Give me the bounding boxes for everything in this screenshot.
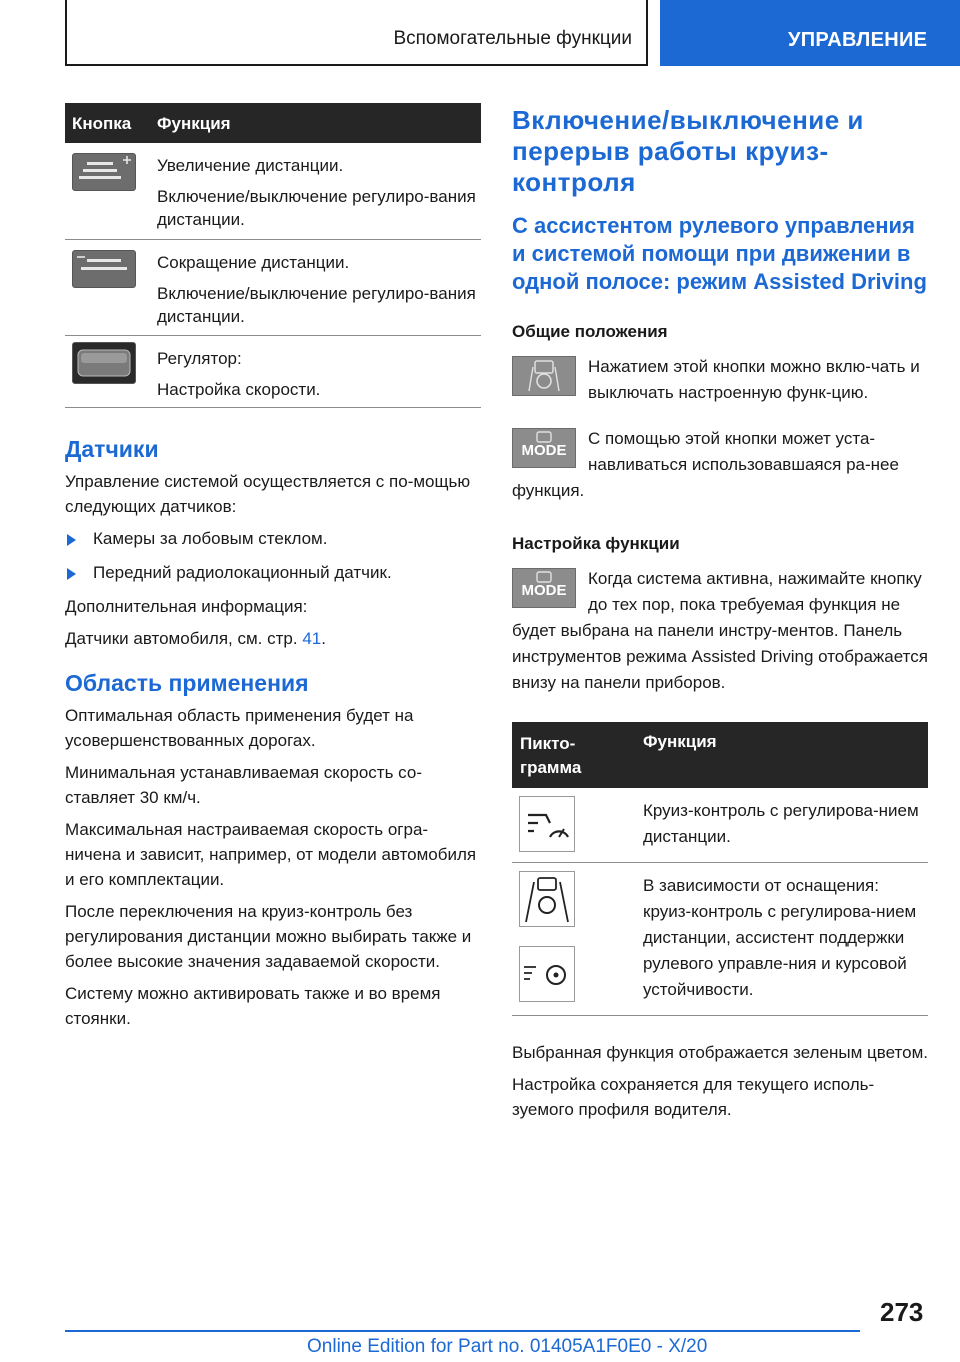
sensors-reference: Датчики автомобиля, см. стр. 41. [65,629,326,648]
scope-p1: Оптимальная область применения будет на усовершенствованных дорогах. [65,706,414,750]
list-item: Камеры за лобовым стеклом. [65,526,481,551]
col-function-header: Функция [643,732,717,751]
general-paragraph-2: MODE С помощью этой кнопки может уста-навливаться использовавшаяся ра-нее функция. [512,429,899,500]
distance-decrease-icon [72,250,136,288]
header-chapter-box [660,0,960,66]
table-row [65,336,481,408]
row3-line1: Регулятор: [157,349,242,368]
scope-p3: Максимальная настраиваемая скорость огра-ничена и зависит, например, от модели автомобиля и его комплектации. [65,820,477,889]
row1-line2: Включение/выключение регулиро-вания дистанции. [157,187,476,229]
row-steering-text: В зависимости от оснащения: круиз-контроль с регулирова-нием дистанции, ассистент поддержки рулевого управле-ния и курсовой устойчивости. [643,876,917,999]
col-button-header: Кнопка [72,114,132,133]
scope-p2: Минимальная устанавливаемая скорость со-ставляет 30 км/ч. [65,763,422,807]
row2-line1: Сокращение дистанции. [157,253,350,272]
row2-line2: Включение/выключение регулиро-вания дистанции. [157,284,476,326]
header-section-box [65,0,648,66]
scope-heading: Область применения [65,670,309,696]
rocker-switch-icon [72,342,136,384]
assist-button-icon [512,356,576,396]
table-row [65,240,481,336]
right-column [512,103,928,1129]
setup-heading: Настройка функции [512,534,680,553]
row3-line2: Настройка скорости. [157,380,321,399]
general-paragraph-1: Нажатием этой кнопки можно вклю-чать и выключать настроенную функ-цию. [512,354,928,406]
header-section-title: Вспомогательные функции [393,28,632,49]
page-reference-link[interactable]: 41 [302,629,322,648]
footer-divider [65,1330,860,1332]
mode-button-icon [512,568,576,608]
bullet-triangle-icon [67,568,76,580]
acc-pictogram-icon [519,796,575,852]
sensors-heading: Датчики [65,436,159,462]
col-picto-header: Пикто-грамма [520,734,582,777]
lane-assist-pictogram-icon [519,946,575,1002]
scope-p4: После переключения на круиз-контроль без регулирования дистанции можно выбирать также и более высокие значения задаваемой скорости. [65,902,472,971]
header-chapter-title: УПРАВЛЕНИЕ [788,29,928,51]
mode-label: MODE [521,442,567,459]
left-column [65,103,481,1038]
after-paragraph-2: Настройка сохраняется для текущего исполь-зуемого профиля водителя. [512,1075,875,1119]
mode-label: MODE [521,582,567,599]
distance-increase-icon [72,153,136,191]
table-row [65,143,481,240]
button-table-header [65,103,481,143]
row-acc-text: Круиз-контроль с регулирова-нием дистанции. [643,801,919,846]
sensors-intro: Управление системой осуществляется с по-мощью следующих датчиков: [65,472,471,516]
section-heading: Включение/выключение и перерыв работы круиз-контроля [512,105,864,197]
mode-button-icon [512,428,576,468]
subsection-heading: С ассистентом рулевого управления и системой помощи при движении в одной полосе: режим Assisted Driving [512,213,927,294]
pictogram-table-header [512,722,928,788]
scope-p5: Систему можно активировать также и во время стоянки. [65,984,441,1028]
row1-line1: Увеличение дистанции. [157,156,344,175]
list-item: Передний радиолокационный датчик. [65,560,481,585]
table-row [512,788,928,863]
table-row [512,863,928,1016]
sensors-more-info: Дополнительная информация: [65,597,308,616]
setup-paragraph: MODE Когда система активна, нажимайте кнопку до тех пор, пока требуемая функция не будет выбрана на панели инстру-ментов. Панель инструментов режима Assisted Driving отображается внизу на панели приборов. [512,569,928,692]
footer-edition: Online Edition for Part no. 01405A1F0E0 - X/20 [307,1336,708,1357]
col-function-header: Функция [157,114,231,133]
steering-assist-pictogram-icon [519,871,575,927]
general-heading: Общие положения [512,322,668,341]
after-paragraph-1: Выбранная функция отображается зеленым цветом. [512,1043,928,1062]
page-number: 273 [880,1297,924,1327]
bullet-triangle-icon [67,534,76,546]
